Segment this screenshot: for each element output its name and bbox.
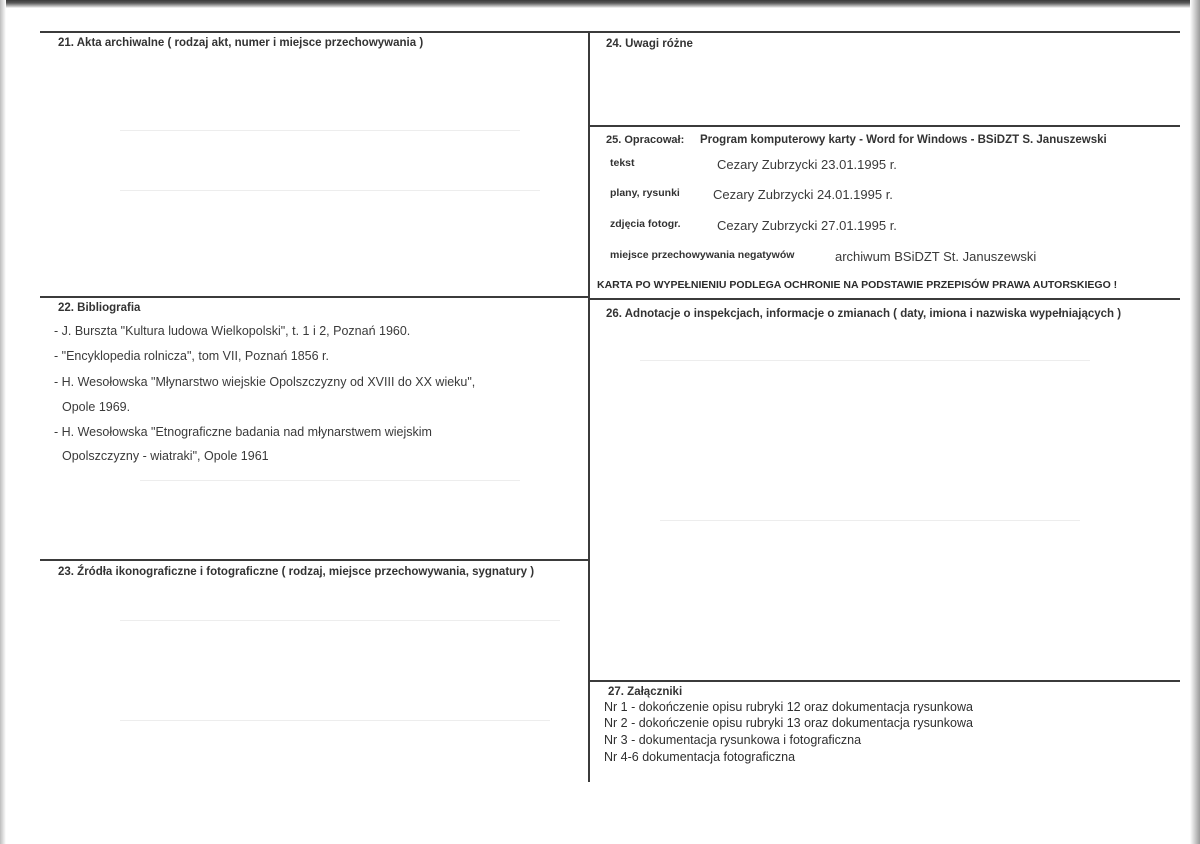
- form-top-border: [40, 31, 1180, 33]
- attachment-item: Nr 2 - dokończenie opisu rubryki 13 oraz dokumentacja rysunkowa: [604, 716, 973, 730]
- copyright-warning: KARTA PO WYPEŁNIENIU PODLEGA OCHRONIE NA PODSTAWIE PRZEPISÓW PRAWA AUTORSKIEGO !: [597, 279, 1118, 291]
- section-24-label: 24. Uwagi różne: [606, 38, 693, 50]
- section-22-label: 22. Bibliografia: [58, 302, 141, 314]
- form-center-divider: [588, 31, 590, 782]
- scan-right-edge: [1190, 0, 1200, 844]
- plans-row-label: plany, rysunki: [610, 187, 680, 199]
- scan-top-edge: [0, 0, 1200, 8]
- photos-row-value: Cezary Zubrzycki 27.01.1995 r.: [717, 218, 897, 233]
- bibliography-entry: - H. Wesołowska "Młynarstwo wiejskie Opolszczyzny od XVIII do XX wieku",: [54, 375, 476, 389]
- program-credit: Program komputerowy karty - Word for Windows - BSiDZT S. Januszewski: [700, 134, 1107, 146]
- show-through-line: [120, 620, 560, 621]
- show-through-line: [140, 480, 520, 481]
- divider-21-22: [40, 296, 588, 298]
- section-23-label: 23. Źródła ikonograficzne i fotograficzne ( rodzaj, miejsce przechowywania, sygnatury ): [58, 566, 535, 578]
- attachment-item: Nr 1 - dokończenie opisu rubryki 12 oraz dokumentacja rysunkowa: [604, 700, 973, 714]
- show-through-line: [660, 520, 1080, 521]
- show-through-line: [640, 360, 1090, 361]
- text-row-label: tekst: [610, 157, 635, 169]
- divider-22-23: [40, 559, 588, 561]
- bibliography-entry: - "Encyklopedia rolnicza", tom VII, Poznań 1856 r.: [54, 349, 329, 363]
- bibliography-entry-continued: Opole 1969.: [62, 400, 131, 414]
- bibliography-entry: - H. Wesołowska "Etnograficzne badania nad młynarstwem wiejskim: [54, 425, 432, 439]
- plans-row-value: Cezary Zubrzycki 24.01.1995 r.: [713, 187, 893, 202]
- show-through-line: [120, 130, 520, 131]
- section-26-label: 26. Adnotacje o inspekcjach, informacje o zmianach ( daty, imiona i nazwiska wypełniających ): [606, 308, 1122, 320]
- section-21-label: 21. Akta archiwalne ( rodzaj akt, numer i miejsce przechowywania ): [58, 37, 424, 49]
- section-27-label: 27. Załączniki: [608, 686, 683, 698]
- scan-left-edge: [0, 0, 6, 844]
- divider-25-26: [590, 298, 1180, 300]
- section-25-label: 25. Opracował:: [606, 134, 685, 146]
- show-through-line: [120, 720, 550, 721]
- negatives-storage-label: miejsce przechowywania negatywów: [610, 249, 795, 261]
- bibliography-entry: - J. Burszta "Kultura ludowa Wielkopolski", t. 1 i 2, Poznań 1960.: [54, 324, 411, 338]
- bibliography-entry-continued: Opolszczyzny - wiatraki", Opole 1961: [62, 449, 269, 463]
- photos-row-label: zdjęcia fotogr.: [610, 218, 681, 230]
- negatives-storage-value: archiwum BSiDZT St. Januszewski: [835, 249, 1037, 264]
- divider-26-27: [590, 680, 1180, 682]
- attachment-item: Nr 4-6 dokumentacja fotograficzna: [604, 750, 796, 764]
- show-through-line: [120, 190, 540, 191]
- divider-24-25: [590, 125, 1180, 127]
- text-row-value: Cezary Zubrzycki 23.01.1995 r.: [717, 157, 897, 172]
- attachment-item: Nr 3 - dokumentacja rysunkowa i fotograficzna: [604, 733, 862, 747]
